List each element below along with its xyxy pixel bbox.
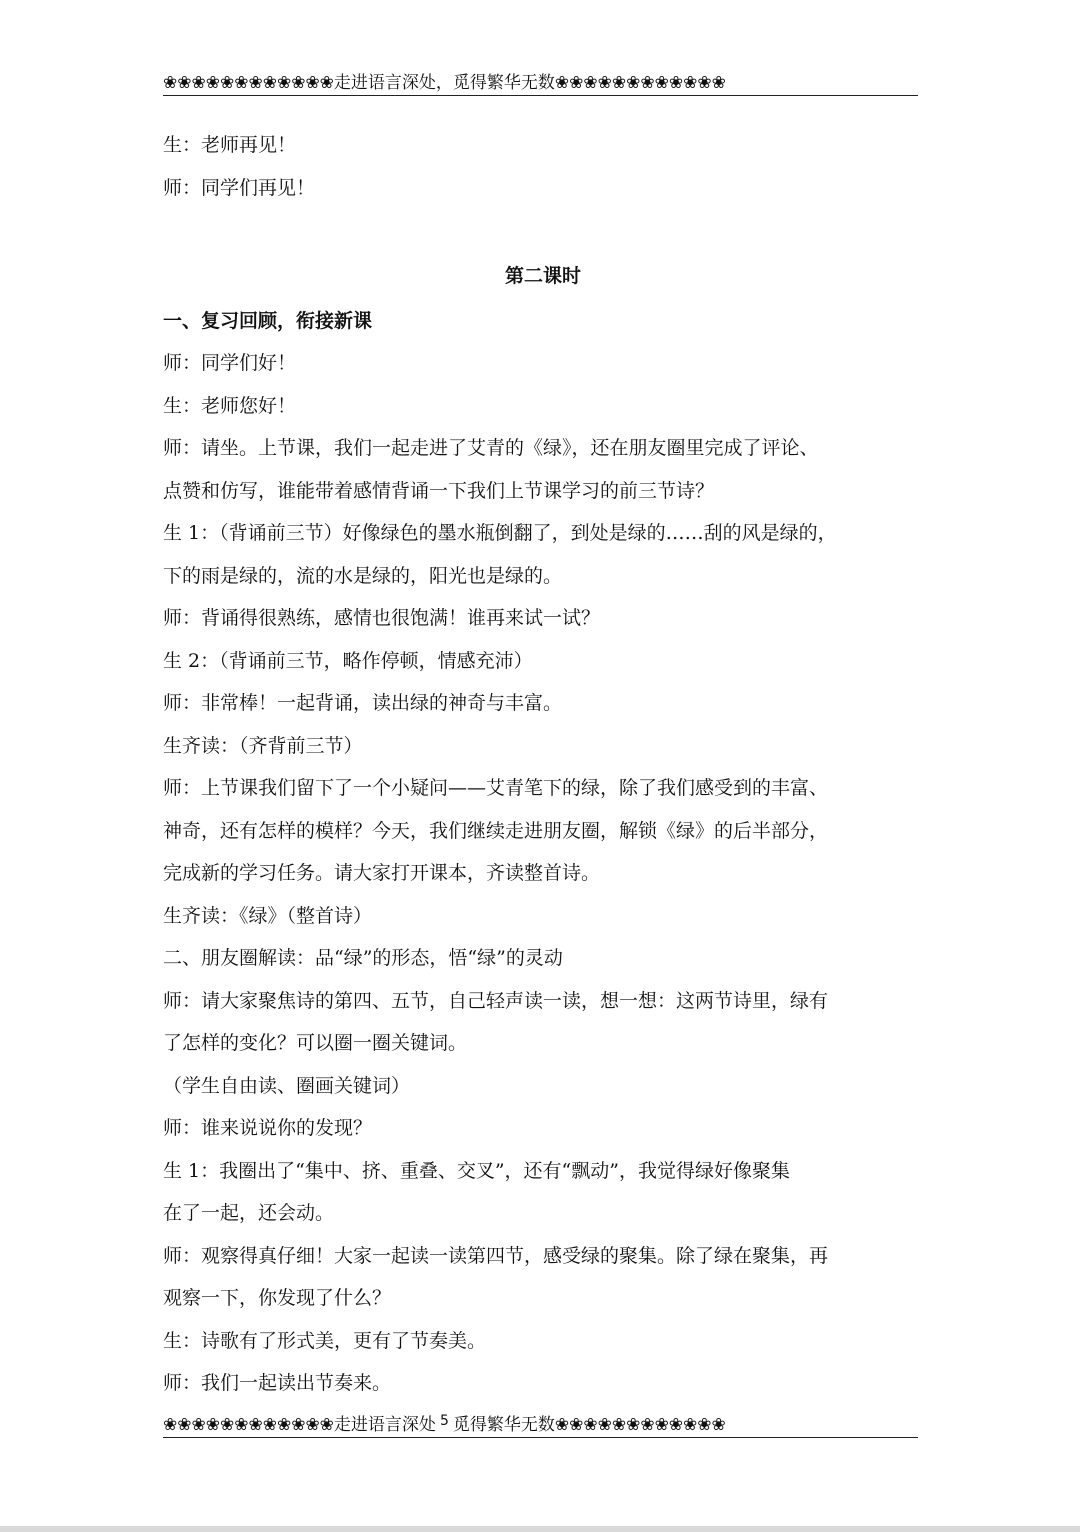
text-line: 师：请大家聚焦诗的第四、五节，自己轻声读一读，想一想：这两节诗里，绿有 — [163, 989, 829, 1012]
section-heading: 一、复习回顾，衔接新课 — [163, 309, 373, 332]
blank-line — [163, 209, 923, 252]
section-heading: 二、朋友圈解读：品“绿”的形态，悟“绿”的灵动 — [163, 947, 563, 969]
text-line: 生 2：（背诵前三节，略作停顿，情感充沛） — [163, 649, 533, 672]
text-line: 完成新的学习任务。请大家打开课本，齐读整首诗。 — [163, 862, 601, 884]
page-footer — [163, 1410, 918, 1438]
text-line: 生齐读：《绿》（整首诗） — [163, 904, 373, 927]
text-line: 观察一下，你发现了什么？ — [163, 1287, 392, 1309]
text-line: 师：非常棒！一起背诵，读出绿的神奇与丰富。 — [163, 692, 563, 714]
text-line: 生齐读：（齐背前三节） — [163, 734, 363, 757]
header-text: ❀❀❀❀❀❀❀❀❀❀❀❀走进语言深处，觅得繁华无数❀❀❀❀❀❀❀❀❀❀❀❀ — [163, 73, 726, 93]
lesson-title: 第二课时 — [504, 264, 581, 287]
text-line: 点赞和仿写，谁能带着感情背诵一下我们上节课学习的前三节诗？ — [163, 479, 715, 502]
text-line: 师：请坐。上节课，我们一起走进了艾青的《绿》，还在朋友圈里完成了评论、 — [163, 437, 819, 459]
text-line: 生：老师您好！ — [163, 394, 297, 417]
text-line: 生：诗歌有了形式美，更有了节奏美。 — [163, 1329, 487, 1352]
text-line: 师：谁来说说你的发现？ — [163, 1117, 373, 1139]
text-line: 师：我们一起读出节奏来。 — [163, 1372, 392, 1394]
footer-left-text: ❀❀❀❀❀❀❀❀❀❀❀❀走进语言深处 — [163, 1415, 436, 1435]
text-line: 在了一起，还会动。 — [163, 1202, 335, 1224]
document-body — [163, 124, 923, 1405]
text-line: 生 1：我圈出了“集中、挤、重叠、交叉”，还有“飘动”，我觉得绿好像聚集 — [163, 1159, 790, 1182]
text-line: 生 1：（背诵前三节）好像绿色的墨水瓶倒翻了，到处是绿的……刮的风是绿的， — [163, 522, 837, 544]
page-header — [163, 72, 918, 96]
footer-right-text: 觅得繁华无数❀❀❀❀❀❀❀❀❀❀❀❀ — [452, 1415, 726, 1435]
text-line: 神奇，还有怎样的模样？今天，我们继续走进朋友圈，解锁《绿》的后半部分， — [163, 819, 829, 842]
page-number: 5 — [439, 1413, 449, 1429]
text-line: 了怎样的变化？可以圈一圈关键词。 — [163, 1032, 468, 1054]
text-line: 师：上节课我们留下了一个小疑问——艾青笔下的绿，除了我们感受到的丰富、 — [163, 777, 829, 799]
text-line: 师：同学们再见！ — [163, 176, 316, 199]
text-line: 师：观察得真仔细！大家一起读一读第四节，感受绿的聚集。除了绿在聚集，再 — [163, 1244, 829, 1267]
text-line: （学生自由读、圈画关键词） — [163, 1074, 411, 1097]
text-line: 生：老师再见！ — [163, 134, 297, 156]
text-line: 师：同学们好！ — [163, 352, 297, 374]
text-line: 师：背诵得很熟练，感情也很饱满！谁再来试一试？ — [163, 607, 601, 629]
scan-edge-bar — [0, 1526, 1080, 1532]
text-line: 下的雨是绿的，流的水是绿的，阳光也是绿的。 — [163, 564, 563, 587]
